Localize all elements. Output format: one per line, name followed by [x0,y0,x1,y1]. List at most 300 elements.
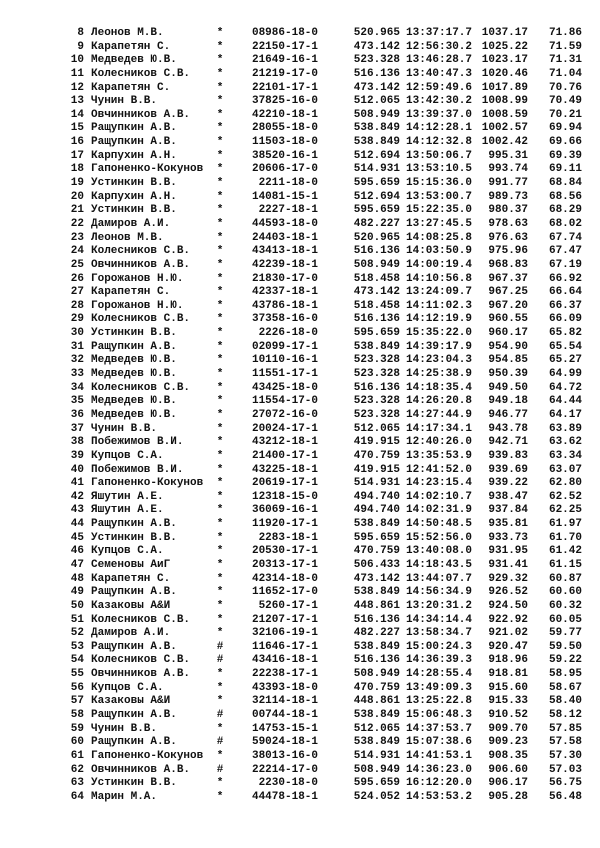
arrival-time: 14:34:14.4 [406,613,473,626]
table-row [0,627,600,641]
participant-name: Ращупкин А.В. [91,340,177,353]
ring-number: 22214-17-0 [251,763,318,776]
ring-number: 44478-18-1 [251,790,318,803]
row-mark: * [216,354,224,367]
coefficient: 67.74 [548,231,582,244]
participant-name: Карапетян С. [91,572,171,585]
distance: 448.861 [353,599,400,612]
results-table [0,27,600,805]
coefficient: 64.99 [548,368,582,381]
speed: 995.31 [488,149,528,162]
table-row [0,327,600,341]
place-number: 47 [70,558,84,571]
coefficient: 56.48 [548,790,582,803]
place-number: 21 [70,204,84,217]
arrival-time: 15:07:38.6 [406,736,473,749]
place-number: 55 [70,668,84,681]
row-mark: * [216,245,224,258]
ring-number: 2226-18-0 [258,327,318,340]
distance: 473.142 [353,572,400,585]
row-mark: * [216,613,224,626]
distance: 595.659 [353,204,400,217]
row-mark: * [216,722,224,735]
arrival-time: 13:53:00.7 [406,190,473,203]
participant-name: Овчинников А.В. [91,763,191,776]
coefficient: 71.31 [548,54,582,67]
coefficient: 71.59 [548,40,582,53]
speed: 931.41 [488,558,528,571]
coefficient: 57.03 [548,763,582,776]
table-row [0,136,600,150]
table-row [0,764,600,778]
row-mark: * [216,190,224,203]
distance: 470.759 [353,545,400,558]
participant-name: Устинкин В.В. [91,327,177,340]
participant-name: Горожанов Н.Ю. [91,299,184,312]
speed: 960.17 [488,327,528,340]
speed: 908.35 [488,749,528,762]
arrival-time: 14:39:17.9 [406,340,473,353]
speed: 933.73 [488,531,528,544]
arrival-time: 14:36:23.0 [406,763,473,776]
row-mark: * [216,490,224,503]
table-row [0,82,600,96]
participant-name: Овчинников А.В. [91,258,191,271]
speed: 942.71 [488,436,528,449]
ring-number: 43425-18-0 [251,381,318,394]
row-mark: * [216,531,224,544]
ring-number: 42210-18-1 [251,108,318,121]
table-row [0,259,600,273]
row-mark: * [216,108,224,121]
distance: 538.849 [353,640,400,653]
place-number: 50 [70,599,84,612]
row-mark: * [216,599,224,612]
arrival-time: 14:17:34.1 [406,422,473,435]
place-number: 54 [70,654,84,667]
coefficient: 70.76 [548,81,582,94]
place-number: 19 [70,177,84,190]
coefficient: 71.86 [548,27,582,39]
place-number: 36 [70,408,84,421]
row-mark: * [216,572,224,585]
table-row [0,436,600,450]
coefficient: 66.09 [548,313,582,326]
arrival-time: 14:03:50.9 [406,245,473,258]
distance: 523.328 [353,368,400,381]
speed: 1002.42 [481,136,528,149]
participant-name: Карапетян С. [91,40,171,53]
distance: 516.136 [353,245,400,258]
row-mark: * [216,668,224,681]
participant-name: Чунин В.В. [91,722,158,735]
coefficient: 62.25 [548,504,582,517]
place-number: 27 [70,286,84,299]
place-number: 59 [70,722,84,735]
ring-number: 11503-18-0 [251,136,318,149]
coefficient: 56.75 [548,777,582,790]
arrival-time: 14:37:53.7 [406,722,473,735]
row-mark: * [216,790,224,803]
place-number: 37 [70,422,84,435]
speed: 939.83 [488,449,528,462]
coefficient: 57.85 [548,722,582,735]
ring-number: 32106-19-1 [251,627,318,640]
ring-number: 11554-17-0 [251,395,318,408]
participant-name: Карпухин А.Н. [91,149,177,162]
speed: 980.37 [488,204,528,217]
coefficient: 63.34 [548,449,582,462]
row-mark: * [216,81,224,94]
participant-name: Медведев Ю.В. [91,408,177,421]
arrival-time: 14:08:25.8 [406,231,473,244]
coefficient: 60.87 [548,572,582,585]
table-row [0,354,600,368]
place-number: 35 [70,395,84,408]
coefficient: 69.66 [548,136,582,149]
ring-number: 14753-15-1 [251,722,318,735]
place-number: 31 [70,340,84,353]
table-row [0,382,600,396]
distance: 419.915 [353,436,400,449]
arrival-time: 15:52:56.0 [406,531,473,544]
participant-name: Ращупкин А.В. [91,736,177,749]
ring-number: 2227-18-1 [258,204,318,217]
coefficient: 59.22 [548,654,582,667]
coefficient: 57.58 [548,736,582,749]
row-mark: * [216,327,224,340]
coefficient: 59.77 [548,627,582,640]
participant-name: Колесников С.В. [91,313,191,326]
speed: 991.77 [488,177,528,190]
participant-name: Устинкин В.В. [91,531,177,544]
place-number: 33 [70,368,84,381]
table-row [0,341,600,355]
participant-name: Купцов С.А. [91,449,164,462]
coefficient: 65.27 [548,354,582,367]
row-mark: # [216,736,224,749]
ring-number: 43212-18-1 [251,436,318,449]
row-mark: * [216,408,224,421]
ring-number: 10110-16-1 [251,354,318,367]
ring-number: 00744-18-1 [251,709,318,722]
ring-number: 44593-18-0 [251,217,318,230]
participant-name: Колесников С.В. [91,67,191,80]
speed: 1025.22 [481,40,528,53]
table-row [0,682,600,696]
speed: 993.74 [488,163,528,176]
ring-number: 43225-18-1 [251,463,318,476]
row-mark: * [216,177,224,190]
speed: 915.60 [488,681,528,694]
coefficient: 70.21 [548,108,582,121]
table-row [0,668,600,682]
place-number: 49 [70,586,84,599]
distance: 512.065 [353,95,400,108]
arrival-time: 14:10:56.8 [406,272,473,285]
participant-name: Овчинников А.В. [91,108,191,121]
coefficient: 65.82 [548,327,582,340]
table-row [0,559,600,573]
arrival-time: 13:44:07.7 [406,572,473,585]
coefficient: 69.94 [548,122,582,135]
arrival-time: 14:18:43.5 [406,558,473,571]
distance: 470.759 [353,449,400,462]
speed: 967.25 [488,286,528,299]
arrival-time: 13:20:31.2 [406,599,473,612]
speed: 989.73 [488,190,528,203]
ring-number: 12318-15-0 [251,490,318,503]
arrival-time: 13:40:47.3 [406,67,473,80]
participant-name: Побежимов В.И. [91,463,184,476]
participant-name: Яшутин А.Е. [91,490,164,503]
row-mark: * [216,54,224,67]
row-mark: * [216,95,224,108]
table-row [0,736,600,750]
table-row [0,300,600,314]
distance: 523.328 [353,408,400,421]
ring-number: 2230-18-0 [258,777,318,790]
table-row [0,750,600,764]
table-row [0,573,600,587]
distance: 524.052 [353,790,400,803]
coefficient: 68.84 [548,177,582,190]
speed: 1017.89 [481,81,528,94]
speed: 968.83 [488,258,528,271]
arrival-time: 14:11:02.3 [406,299,473,312]
distance: 538.849 [353,518,400,531]
table-row [0,695,600,709]
row-mark: * [216,204,224,217]
table-row [0,477,600,491]
participant-name: Ращупкин А.В. [91,122,177,135]
participant-name: Леонов М.В. [91,27,164,39]
coefficient: 66.64 [548,286,582,299]
arrival-time: 15:35:22.0 [406,327,473,340]
distance: 473.142 [353,81,400,94]
speed: 950.39 [488,368,528,381]
ring-number: 22238-17-1 [251,668,318,681]
arrival-time: 13:42:30.2 [406,95,473,108]
ring-number: 43393-18-0 [251,681,318,694]
place-number: 40 [70,463,84,476]
coefficient: 63.07 [548,463,582,476]
distance: 518.458 [353,299,400,312]
speed: 935.81 [488,518,528,531]
speed: 922.92 [488,613,528,626]
distance: 516.136 [353,67,400,80]
table-row [0,286,600,300]
participant-name: Колесников С.В. [91,381,191,394]
speed: 954.90 [488,340,528,353]
ring-number: 11646-17-1 [251,640,318,653]
place-number: 43 [70,504,84,517]
ring-number: 22150-17-1 [251,40,318,53]
place-number: 25 [70,258,84,271]
arrival-time: 14:18:35.4 [406,381,473,394]
participant-name: Устинкин В.В. [91,204,177,217]
distance: 523.328 [353,54,400,67]
place-number: 11 [70,67,84,80]
row-mark: * [216,136,224,149]
arrival-time: 15:22:35.0 [406,204,473,217]
distance: 508.949 [353,258,400,271]
distance: 523.328 [353,354,400,367]
row-mark: * [216,217,224,230]
table-row [0,245,600,259]
table-row [0,641,600,655]
speed: 976.63 [488,231,528,244]
distance: 508.949 [353,763,400,776]
place-number: 46 [70,545,84,558]
table-row [0,409,600,423]
arrival-time: 14:02:10.7 [406,490,473,503]
distance: 595.659 [353,777,400,790]
speed: 920.47 [488,640,528,653]
distance: 514.931 [353,749,400,762]
coefficient: 68.02 [548,217,582,230]
ring-number: 59024-18-1 [251,736,318,749]
place-number: 26 [70,272,84,285]
row-mark: * [216,67,224,80]
row-mark: * [216,518,224,531]
row-mark: # [216,763,224,776]
coefficient: 64.72 [548,381,582,394]
row-mark: * [216,436,224,449]
distance: 595.659 [353,327,400,340]
place-number: 53 [70,640,84,653]
arrival-time: 14:23:04.3 [406,354,473,367]
participant-name: Медведев Ю.В. [91,368,177,381]
arrival-time: 14:02:31.9 [406,504,473,517]
table-row [0,232,600,246]
participant-name: Гапоненко-Кокунов [91,163,204,176]
speed: 949.50 [488,381,528,394]
row-mark: * [216,504,224,517]
coefficient: 58.67 [548,681,582,694]
table-row [0,54,600,68]
speed: 1008.59 [481,108,528,121]
arrival-time: 13:50:06.7 [406,149,473,162]
place-number: 14 [70,108,84,121]
speed: 1002.57 [481,122,528,135]
table-row [0,27,600,41]
distance: 595.659 [353,531,400,544]
speed: 967.20 [488,299,528,312]
table-row [0,218,600,232]
coefficient: 58.12 [548,709,582,722]
coefficient: 68.29 [548,204,582,217]
speed: 909.23 [488,736,528,749]
ring-number: 02099-17-1 [251,340,318,353]
speed: 906.17 [488,777,528,790]
coefficient: 61.97 [548,518,582,531]
table-row [0,109,600,123]
participant-name: Колесников С.В. [91,613,191,626]
distance: 520.965 [353,27,400,39]
speed: 918.81 [488,668,528,681]
row-mark: * [216,558,224,571]
participant-name: Устинкин В.В. [91,177,177,190]
place-number: 20 [70,190,84,203]
arrival-time: 14:12:28.1 [406,122,473,135]
participant-name: Побежимов В.И. [91,436,184,449]
row-mark: * [216,627,224,640]
speed: 975.96 [488,245,528,258]
coefficient: 58.95 [548,668,582,681]
row-mark: * [216,368,224,381]
ring-number: 20313-17-1 [251,558,318,571]
participant-name: Купцов С.А. [91,545,164,558]
distance: 514.931 [353,163,400,176]
ring-number: 32114-18-1 [251,695,318,708]
place-number: 24 [70,245,84,258]
ring-number: 21400-17-1 [251,449,318,462]
speed: 1008.99 [481,95,528,108]
table-row [0,723,600,737]
arrival-time: 12:59:49.6 [406,81,473,94]
ring-number: 37825-16-0 [251,95,318,108]
distance: 538.849 [353,340,400,353]
table-row [0,777,600,791]
speed: 954.85 [488,354,528,367]
distance: 516.136 [353,654,400,667]
ring-number: 21207-17-1 [251,613,318,626]
table-row [0,450,600,464]
arrival-time: 13:25:22.8 [406,695,473,708]
row-mark: * [216,749,224,762]
row-mark: * [216,695,224,708]
place-number: 44 [70,518,84,531]
arrival-time: 13:53:10.5 [406,163,473,176]
table-row [0,95,600,109]
row-mark: # [216,654,224,667]
row-mark: * [216,449,224,462]
speed: 921.02 [488,627,528,640]
ring-number: 43786-18-1 [251,299,318,312]
distance: 538.849 [353,736,400,749]
speed: 946.77 [488,408,528,421]
table-row [0,600,600,614]
coefficient: 66.37 [548,299,582,312]
distance: 538.849 [353,136,400,149]
participant-name: Ращупкин А.В. [91,136,177,149]
place-number: 58 [70,709,84,722]
place-number: 62 [70,763,84,776]
row-mark: * [216,286,224,299]
distance: 470.759 [353,681,400,694]
coefficient: 69.39 [548,149,582,162]
coefficient: 68.56 [548,190,582,203]
arrival-time: 13:39:37.0 [406,108,473,121]
coefficient: 57.30 [548,749,582,762]
speed: 978.63 [488,217,528,230]
table-row [0,68,600,82]
table-row [0,204,600,218]
row-mark: * [216,777,224,790]
ring-number: 42337-18-1 [251,286,318,299]
distance: 512.065 [353,722,400,735]
ring-number: 42314-18-0 [251,572,318,585]
coefficient: 60.05 [548,613,582,626]
row-mark: * [216,477,224,490]
place-number: 60 [70,736,84,749]
ring-number: 42239-18-1 [251,258,318,271]
arrival-time: 15:15:36.0 [406,177,473,190]
ring-number: 2211-18-0 [258,177,318,190]
place-number: 16 [70,136,84,149]
table-row [0,423,600,437]
